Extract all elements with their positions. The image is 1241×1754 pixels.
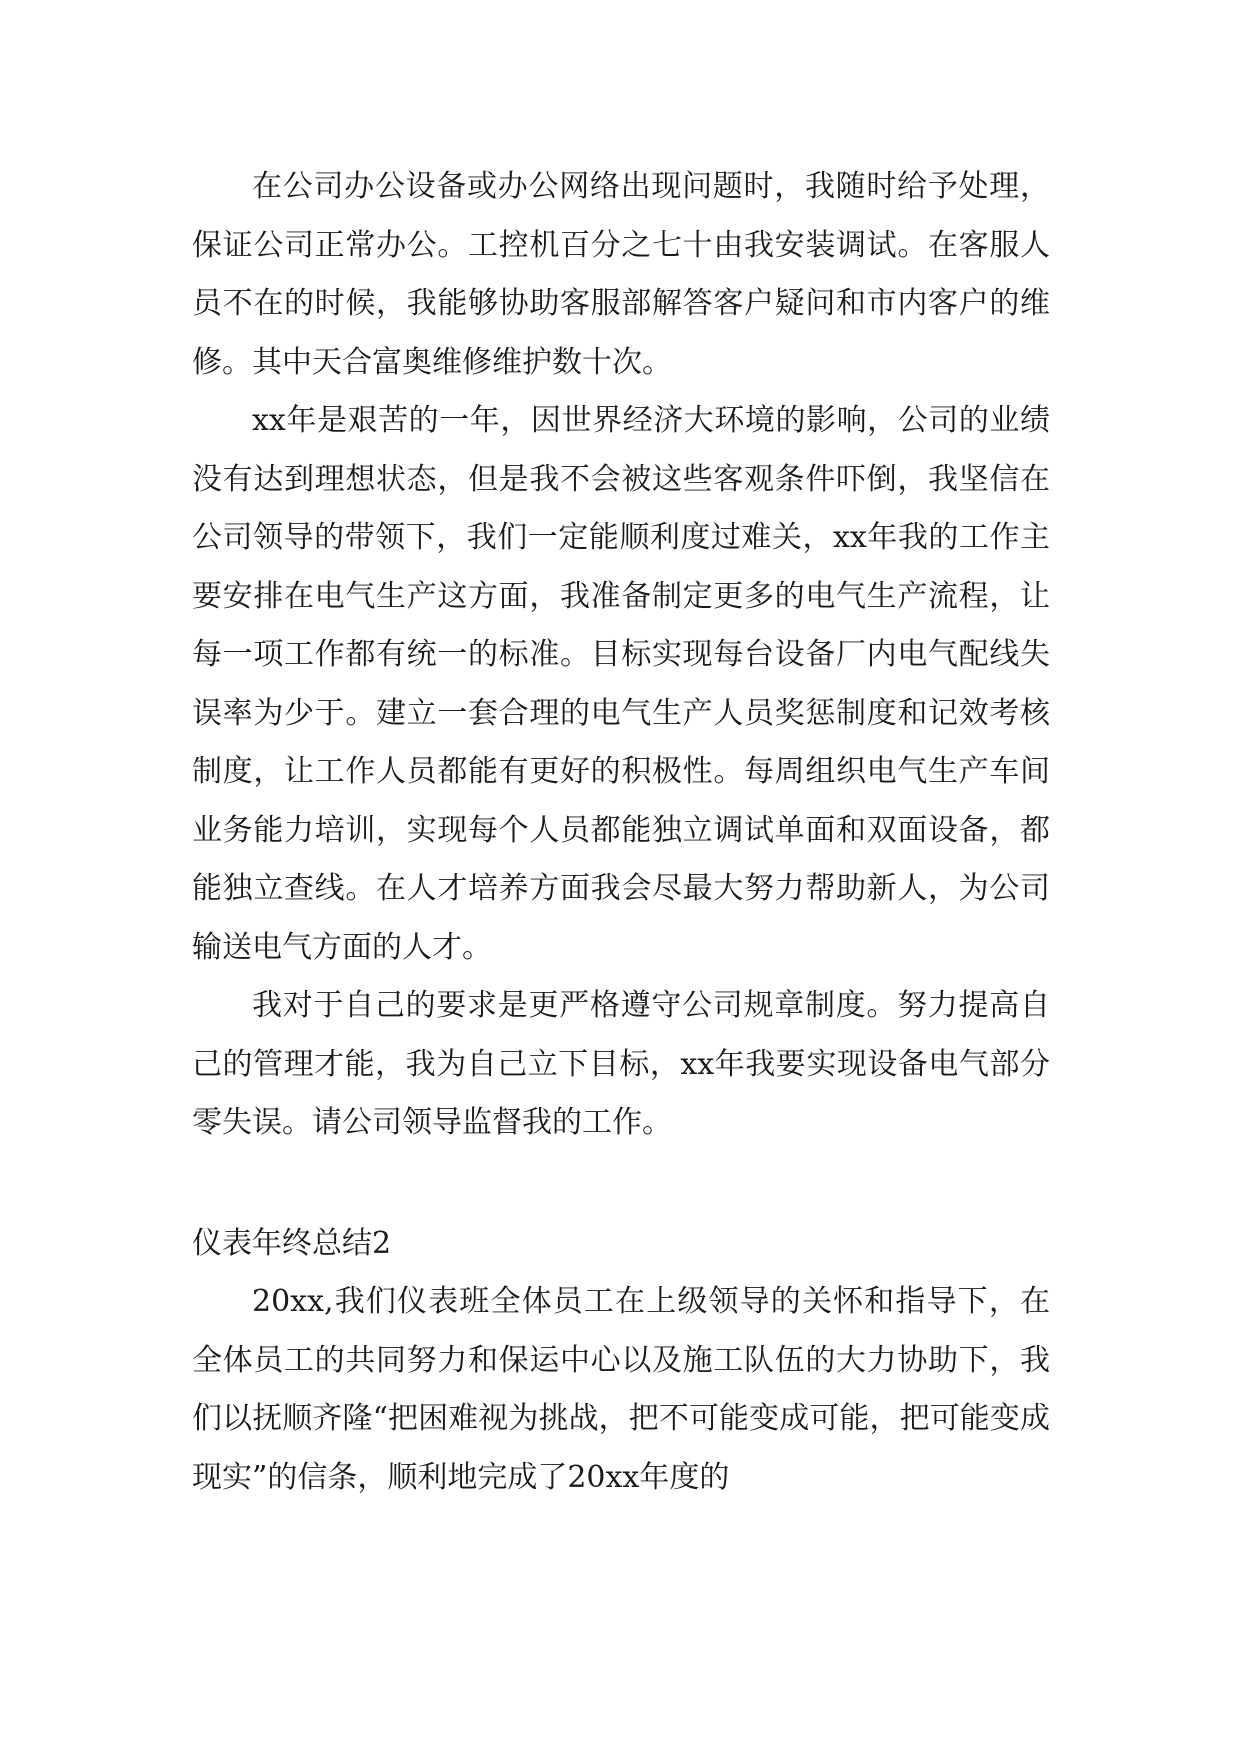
- paragraph-1: 在公司办公设备或办公网络出现问题时，我随时给予处理，保证公司正常办公。工控机百分之七十由我安装调试。在客服人员不在的时候，我能够协助客服部解答客户疑问和市内客户的维修。其中天合富奥维修维护数十次。: [192, 169, 1050, 380]
- paragraph-2: xx年是艰苦的一年，因世界经济大环境的影响，公司的业绩没有达到理想状态，但是我不会被这些客观条件吓倒，我坚信在公司领导的带领下，我们一定能顺利度过难关，xx年我的工作主要安排在电气生产这方面，我准备制定更多的电气生产流程，让每一项工作都有统一的标准。目标实现每台设备厂内电气配线失误率为少于。建立一套合理的电气生产人员奖惩制度和记效考核制度，让工作人员都能有更好的积极性。每周组织电气生产车间业务能力培训，实现每个人员都能独立调试单面和双面设备，都能独立查线。在人才培养方面我会尽最大努力帮助新人，为公司输送电气方面的人才。: [192, 403, 1050, 965]
- document-body: [192, 158, 1050, 1507]
- paragraph-4: 20xx,我们仪表班全体员工在上级领导的关怀和指导下，在全体员工的共同努力和保运中心以及施工队伍的大力协助下，我们以抚顺齐隆“把困难视为挑战，把不可能变成可能，把可能变成现实”的信条，顺利地完成了20xx年度的: [192, 1284, 1050, 1495]
- paragraph-3: 我对于自己的要求是更严格遵守公司规章制度。努力提高自己的管理才能，我为自己立下目标，xx年我要实现设备电气部分零失误。请公司领导监督我的工作。: [192, 988, 1050, 1140]
- section-heading: 仪表年终总结2: [192, 1225, 392, 1261]
